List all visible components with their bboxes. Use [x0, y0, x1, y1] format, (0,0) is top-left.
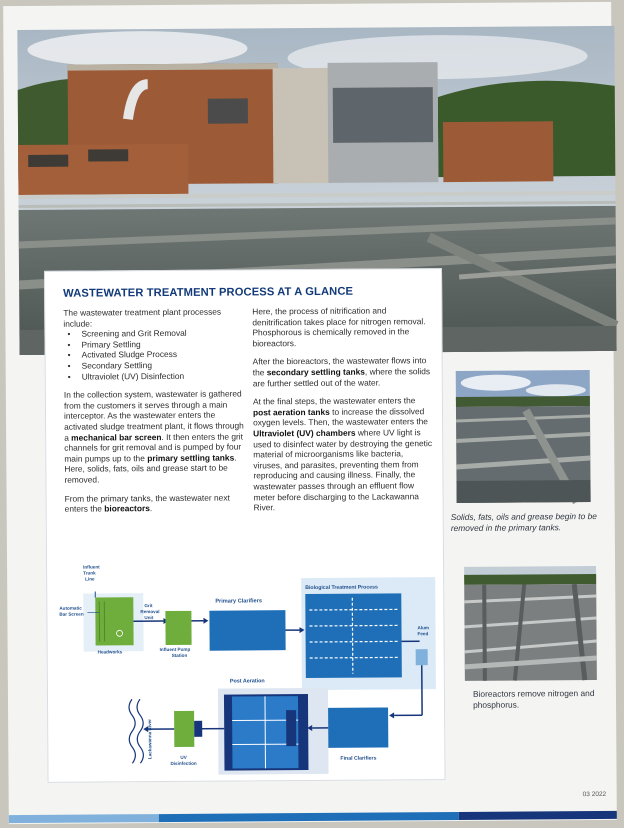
- final-clarifiers-box: [328, 707, 388, 747]
- alum-feed-label: Alum Feed: [417, 625, 430, 636]
- list-item: • Secondary Settling: [64, 359, 244, 371]
- collection-paragraph: In the collection system, wastewater is gathered from the customers it serves through a main interceptor. As the wastewater enters the activated sludge treatment plant, it flows through a mechanical bar screen. It then enters the grit channels for grit removal and is pumped by four main pumps up to the primary settling tanks. Here, solids, fats, oils and grease start to be removed.: [64, 389, 245, 486]
- caption-bioreactors: Bioreactors remove nitrogen and phosphorus.: [473, 688, 623, 710]
- river-label: Lackawanna River: [147, 719, 152, 759]
- list-item: • Primary Settling: [63, 338, 243, 350]
- influent-label: Influent Trunk Line: [83, 564, 101, 581]
- alum-feed-box: [416, 649, 428, 665]
- pump-station-label: Influent Pump Station: [160, 647, 192, 658]
- list-item: • Screening and Grit Removal: [63, 328, 243, 340]
- bioreactors-photo: [464, 566, 597, 681]
- uv-disinfection-box: [174, 711, 194, 747]
- print-date: 03 2022: [583, 791, 607, 798]
- headworks-label: Headworks: [98, 649, 123, 654]
- river-icon: [129, 699, 135, 763]
- final-clarifiers-label: Final Clarifiers: [340, 756, 376, 762]
- post-aeration-label: Post Aeration: [230, 678, 265, 684]
- grit-removal-label: Grit Removal Unit: [140, 603, 161, 620]
- list-item: • Activated Sludge Process: [64, 349, 244, 361]
- info-card: [44, 268, 446, 783]
- footer-bar: [9, 806, 617, 818]
- page-title: WASTEWATER TREATMENT PROCESS AT A GLANCE: [63, 286, 353, 300]
- intro-text: The wastewater treatment plant processes include:: [63, 306, 243, 328]
- nitrification-paragraph: Here, the process of nitrification and denitrification takes place for nitrogen removal. Phosphorous is chemically removed in the bioreactors.: [252, 305, 432, 349]
- primary-paragraph: From the primary tanks, the wastewater next enters the bioreactors.: [65, 492, 245, 514]
- pump-station-box: [165, 611, 191, 645]
- caption-primary-tanks: Solids, fats, oils and grease begin to be removed in the primary tanks.: [451, 511, 611, 533]
- uv-label: UV Disinfection: [170, 755, 197, 766]
- headworks-box: [95, 597, 133, 645]
- list-item: • Ultraviolet (UV) Disinfection: [64, 370, 244, 382]
- primary-clarifiers-label: Primary Clarifiers: [215, 598, 262, 604]
- right-column: [252, 305, 433, 521]
- bio-process-label: Biological Treatment Process: [305, 585, 378, 592]
- primary-tanks-photo: [456, 370, 591, 503]
- process-diagram: [47, 569, 446, 784]
- process-list: [63, 328, 243, 382]
- bioreactor-box: [305, 593, 402, 678]
- brochure-page: [3, 2, 617, 824]
- primary-clarifiers-box: [209, 610, 285, 651]
- final-steps-paragraph: At the final steps, the wastewater enters the post aeration tanks to increase the dissolved oxygen levels. Then, the wastewater enters the Ultraviolet (UV) chambers where UV light is used to disinfect water by destroying the genetic material of microorganisms like bacteria, viruses, and parasites, preventing them from reproducing and causing illness. Finally, the wastewater passes through an effluent flow meter before discharging to the Lackawanna River.: [253, 395, 434, 513]
- secondary-paragraph: After the bioreactors, the wastewater flows into the secondary settling tanks, where the solids are further settled out of the water.: [253, 356, 433, 389]
- bar-screen-label: Automatic Bar Screen: [59, 606, 84, 617]
- left-column: [63, 306, 244, 522]
